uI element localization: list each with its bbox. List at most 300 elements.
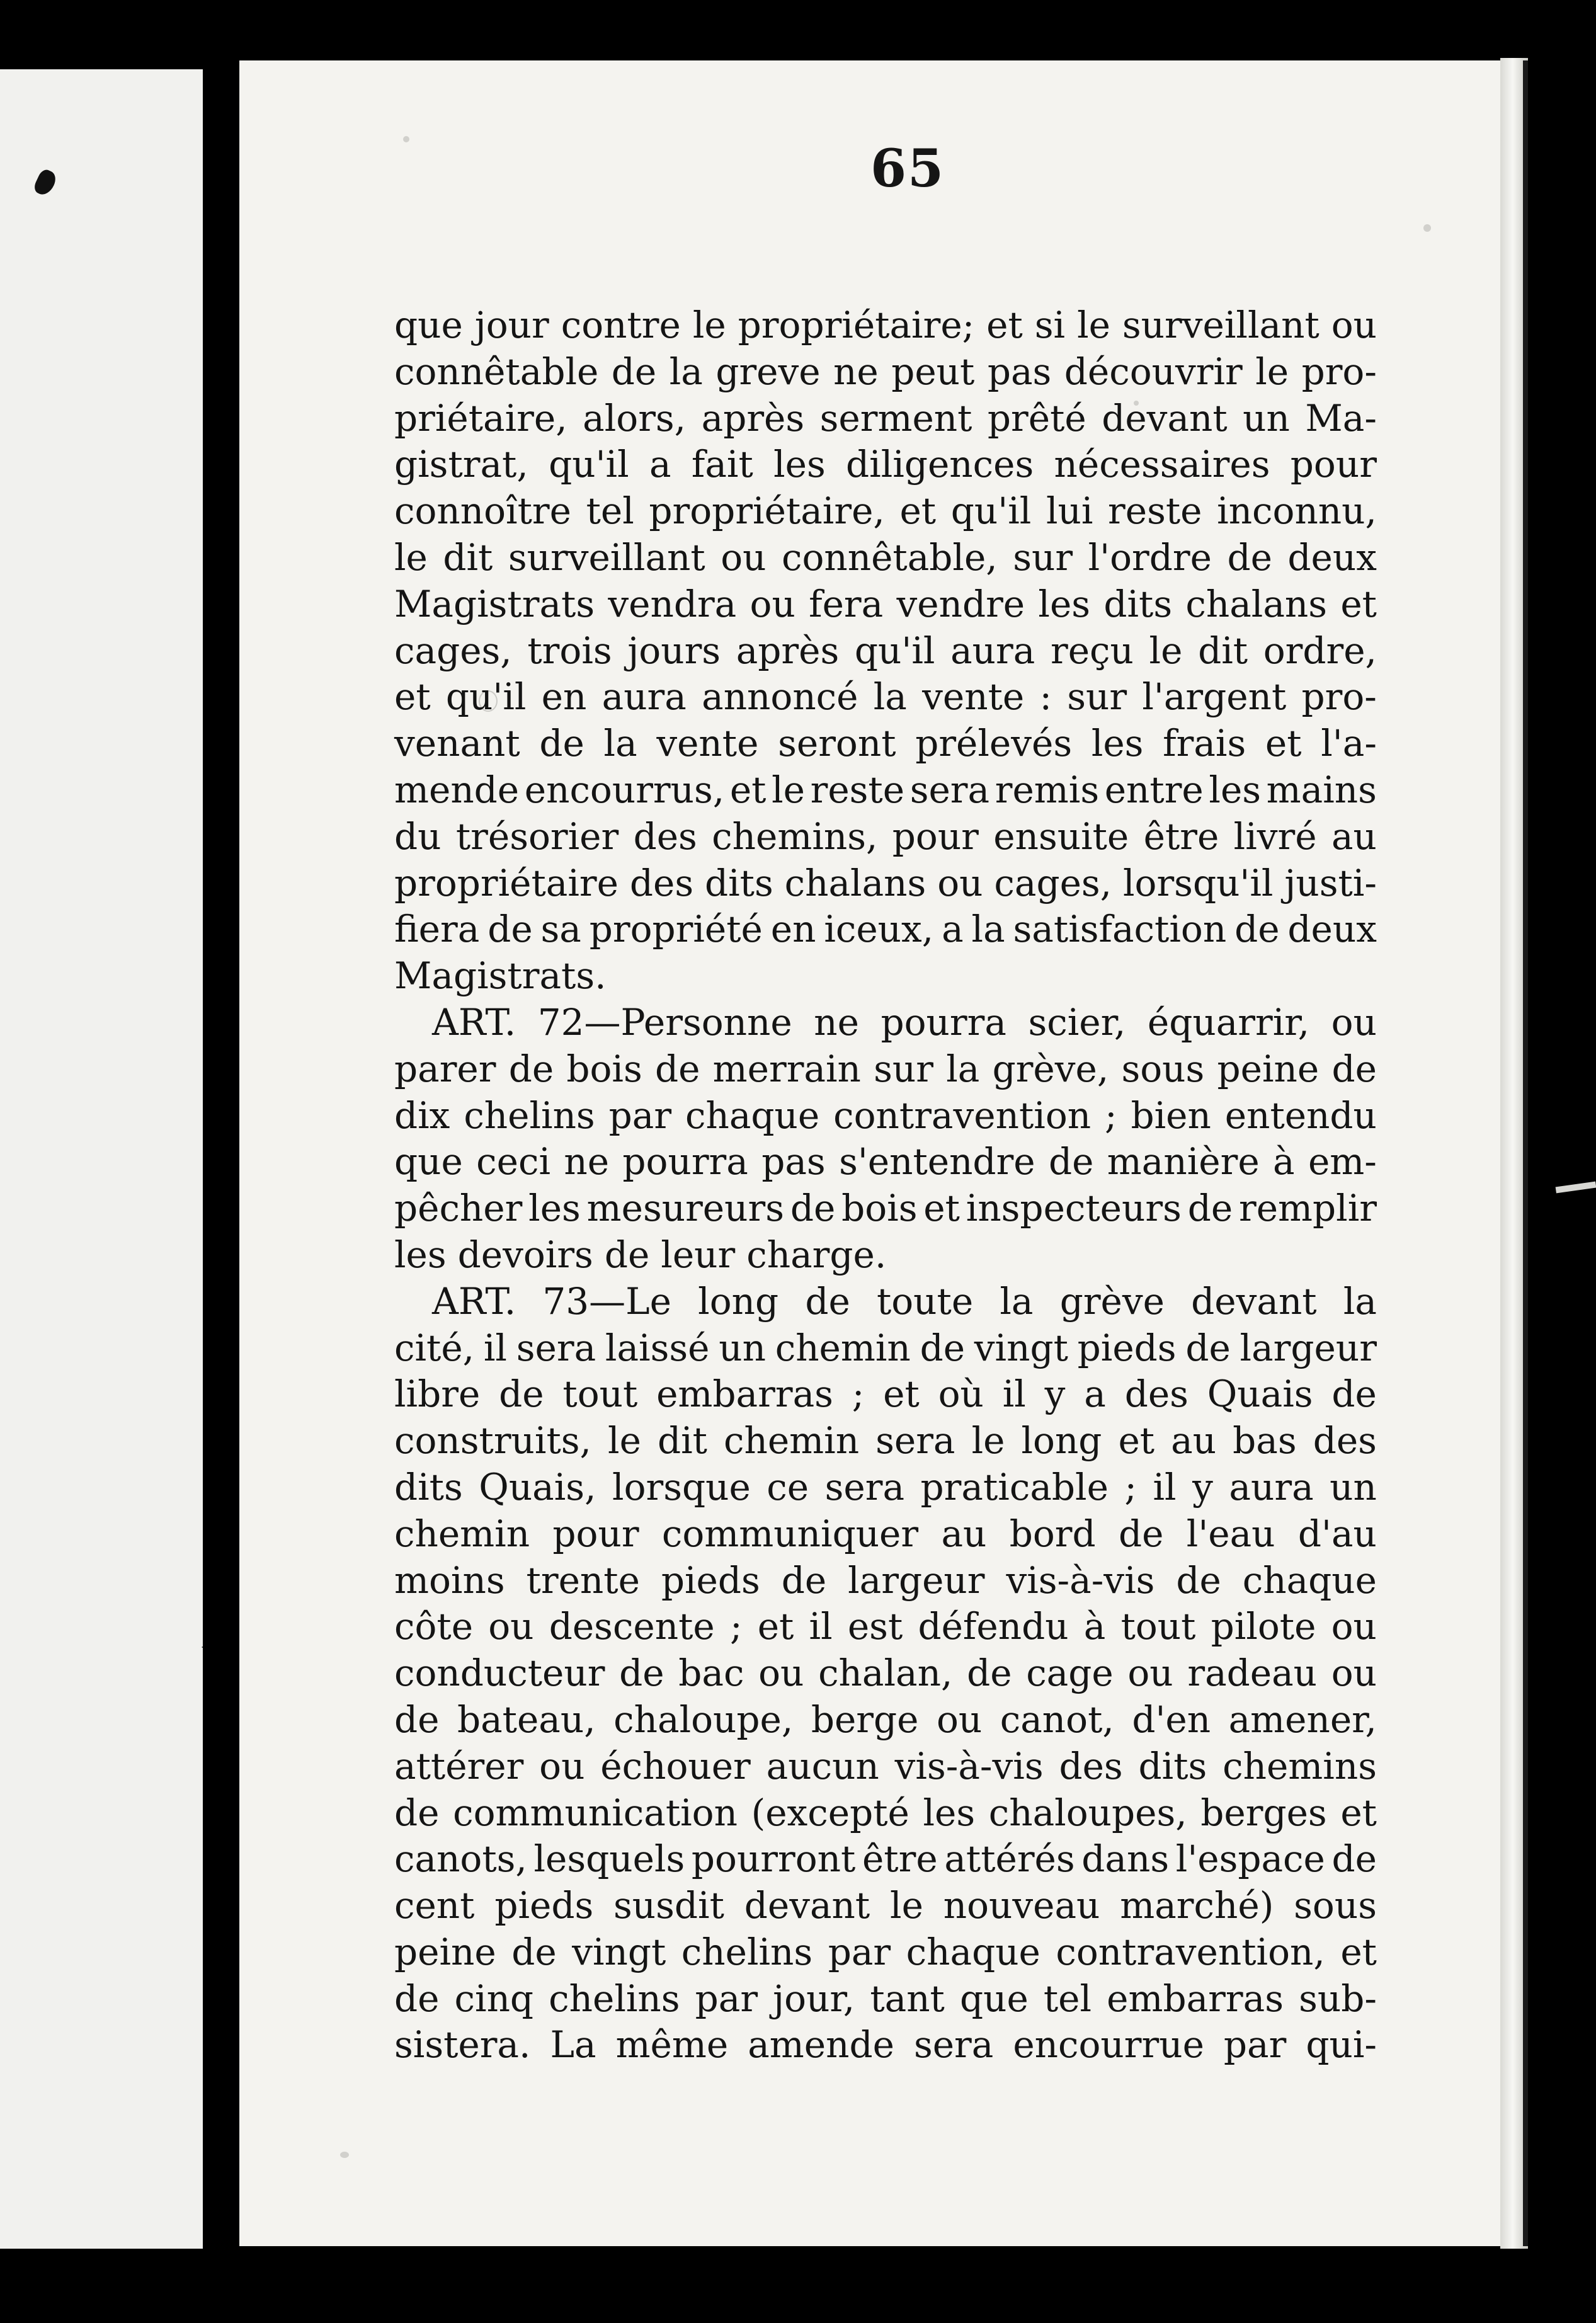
- word: trésorier: [455, 814, 619, 858]
- word: les: [923, 1791, 976, 1834]
- word: la: [603, 722, 637, 765]
- word: l'argent: [1142, 675, 1287, 719]
- word: être: [862, 1837, 938, 1881]
- word: chemin: [394, 1512, 530, 1555]
- word: propriétaire;: [738, 304, 975, 346]
- text-line: [394, 1232, 1377, 1279]
- word: et: [1265, 722, 1302, 765]
- word: libre: [394, 1373, 481, 1416]
- word: l'ordre: [1088, 535, 1212, 579]
- text-line: [394, 1604, 1377, 1650]
- word: pieds: [494, 1884, 594, 1927]
- word: attérés: [944, 1837, 1075, 1881]
- word: Magistrats.: [394, 954, 607, 998]
- word: le: [1149, 629, 1183, 672]
- word: de: [967, 1652, 1012, 1695]
- text-line: [394, 1511, 1377, 1558]
- word: chemins: [1223, 1744, 1377, 1788]
- word: long: [698, 1279, 779, 1323]
- word: et: [923, 1187, 960, 1230]
- word: et: [1340, 582, 1377, 625]
- text-line: [394, 953, 1377, 1000]
- word: que: [394, 1140, 463, 1184]
- word: peut: [891, 350, 975, 393]
- text-line: [394, 581, 1377, 628]
- page-number: 65: [870, 139, 945, 199]
- word: radeau: [1187, 1652, 1318, 1695]
- word: de: [1118, 1512, 1164, 1555]
- text-line: [394, 1000, 1377, 1046]
- word: le: [971, 1419, 1005, 1463]
- word: laissé: [605, 1326, 710, 1369]
- word: ou: [1331, 304, 1377, 346]
- word: gistrat,: [394, 443, 528, 486]
- word: lorsqu'il: [1122, 861, 1274, 905]
- word: et: [1340, 1930, 1377, 1973]
- word: Quais: [1207, 1373, 1313, 1416]
- word: chelins: [464, 1093, 595, 1137]
- word: le: [692, 304, 726, 346]
- word: au: [1331, 814, 1377, 858]
- text-line: [394, 1883, 1377, 1929]
- word: bac: [678, 1652, 744, 1695]
- word: d'au: [1297, 1512, 1377, 1555]
- word: de: [1187, 1187, 1233, 1230]
- word: ou: [937, 861, 983, 905]
- word: y: [1192, 1465, 1213, 1509]
- word: par: [608, 1093, 672, 1137]
- word: berge: [811, 1698, 919, 1741]
- word: ;: [1105, 1093, 1117, 1137]
- word: ou: [1331, 1000, 1377, 1044]
- word: il: [809, 1605, 833, 1648]
- word: cages,: [994, 861, 1112, 905]
- word: contre: [561, 304, 681, 346]
- word: Magistrats: [394, 582, 595, 625]
- word: la: [873, 675, 907, 719]
- word: même: [615, 2023, 729, 2067]
- word: être: [1143, 814, 1219, 858]
- word: dix: [394, 1093, 450, 1137]
- word: seront: [778, 722, 896, 765]
- word: qu'il: [445, 675, 527, 719]
- word: entre: [1104, 768, 1204, 811]
- word: de: [1176, 1558, 1221, 1602]
- word: communication: [453, 1791, 738, 1834]
- word: reste: [1108, 489, 1202, 533]
- word: nécessaires: [1054, 443, 1270, 486]
- text-line: [394, 442, 1377, 488]
- word: moins: [394, 1558, 505, 1602]
- word: que: [959, 1977, 1029, 2020]
- word: pourra: [881, 1000, 1006, 1044]
- word: propriétaire: [394, 861, 618, 905]
- word: bois: [566, 1047, 642, 1090]
- word: dits: [394, 1465, 463, 1509]
- word: scier,: [1028, 1000, 1126, 1044]
- word: dit: [657, 1419, 707, 1463]
- word: remplir: [1238, 1187, 1377, 1230]
- word: pourra: [622, 1140, 748, 1184]
- word: pour: [892, 814, 979, 858]
- word: d'en: [1132, 1698, 1211, 1741]
- word: dits: [1138, 1744, 1207, 1788]
- word: ART.: [432, 1000, 516, 1044]
- word: ne: [833, 350, 879, 393]
- word: em-: [1308, 1140, 1377, 1184]
- word: la: [1000, 1279, 1034, 1323]
- word: fera: [809, 582, 884, 625]
- word: les: [773, 443, 826, 486]
- text-line: [394, 1744, 1377, 1790]
- word: ensuite: [993, 814, 1129, 858]
- word: le: [394, 535, 428, 579]
- word: chaque: [685, 1093, 820, 1137]
- word: prélevés: [915, 722, 1073, 765]
- word: les: [1038, 582, 1091, 625]
- word: de: [1234, 908, 1280, 951]
- word: ou: [936, 1698, 983, 1741]
- word: de: [499, 1373, 544, 1416]
- word: a: [649, 443, 671, 486]
- word: pour: [1290, 443, 1377, 486]
- word: tel: [1043, 1977, 1092, 2020]
- word: de: [539, 722, 584, 765]
- word: livré: [1233, 814, 1317, 858]
- text-line: [394, 674, 1377, 721]
- word: le: [890, 1884, 923, 1927]
- word: bien: [1131, 1093, 1211, 1137]
- word: aucun: [766, 1744, 879, 1788]
- word: susdit: [613, 1884, 724, 1927]
- word: berges: [1200, 1791, 1327, 1834]
- word: le: [1255, 350, 1289, 393]
- word: inconnu,: [1217, 489, 1377, 533]
- word: charge.: [746, 1233, 887, 1276]
- word: lorsque: [612, 1465, 751, 1509]
- word: cinq: [454, 1977, 534, 2020]
- text-line: [394, 1046, 1377, 1093]
- word: ou: [1331, 1605, 1377, 1648]
- word: grève: [1059, 1279, 1165, 1323]
- word: deux: [1287, 535, 1377, 579]
- word: Ma-: [1305, 396, 1377, 440]
- word: greve: [715, 350, 821, 393]
- text-line: [394, 349, 1377, 396]
- word: de: [394, 1791, 440, 1834]
- word: sous: [1121, 1047, 1205, 1090]
- word: aura: [950, 629, 1035, 672]
- word: est: [847, 1605, 903, 1648]
- word: lesquels: [533, 1837, 685, 1881]
- word: 73—Le: [542, 1279, 671, 1323]
- word: au: [941, 1512, 987, 1555]
- word: inspecteurs: [966, 1187, 1182, 1230]
- word: trente: [526, 1558, 640, 1602]
- text-line: [394, 814, 1377, 860]
- word: entendu: [1224, 1093, 1377, 1137]
- word: largeur: [848, 1558, 985, 1602]
- word: l'eau: [1186, 1512, 1275, 1555]
- word: toute: [876, 1279, 974, 1323]
- word: grève,: [992, 1047, 1109, 1090]
- word: jours: [627, 629, 721, 672]
- word: du: [394, 814, 442, 858]
- word: ;: [852, 1373, 865, 1416]
- text-line: [394, 1139, 1377, 1185]
- word: dans: [1081, 1837, 1170, 1881]
- word: de: [619, 1652, 664, 1695]
- word: de: [1227, 535, 1272, 579]
- word: ;: [1124, 1465, 1137, 1509]
- word: après: [736, 629, 840, 672]
- word: il: [1002, 1373, 1026, 1416]
- word: sistera.: [394, 2023, 531, 2067]
- word: de: [1331, 1373, 1377, 1416]
- word: pilote: [1211, 1605, 1316, 1648]
- word: par: [1223, 2023, 1287, 2067]
- word: défendu: [918, 1605, 1069, 1648]
- word: chemin: [775, 1326, 911, 1369]
- word: contravention,: [1056, 1930, 1325, 1973]
- word: de: [604, 1233, 650, 1276]
- word: chemin: [723, 1419, 860, 1463]
- word: échouer: [600, 1744, 751, 1788]
- text-line: [394, 488, 1377, 535]
- word: connêtable: [394, 350, 599, 393]
- word: les: [394, 1233, 447, 1276]
- word: nouveau: [943, 1884, 1100, 1927]
- word: merrain: [712, 1047, 861, 1090]
- word: prêté: [987, 396, 1086, 440]
- word: ce: [767, 1465, 809, 1509]
- word: amende: [748, 2023, 894, 2067]
- word: cent: [394, 1884, 475, 1927]
- word: cage: [1026, 1652, 1114, 1695]
- word: un: [1243, 396, 1290, 440]
- word: leur: [661, 1233, 736, 1276]
- word: et: [899, 489, 937, 533]
- word: devant: [1191, 1279, 1317, 1323]
- word: fiera: [394, 908, 480, 951]
- word: ou: [758, 1652, 804, 1695]
- word: de: [1331, 1837, 1377, 1881]
- word: devant: [1102, 396, 1228, 440]
- text-line: [394, 1371, 1377, 1418]
- word: qu'il: [549, 443, 629, 486]
- word: sur: [874, 1047, 933, 1090]
- page-edge-line: [1523, 60, 1528, 2246]
- text-line: [394, 1790, 1377, 1837]
- text-line: [394, 1650, 1377, 1697]
- ink-blot: [32, 168, 59, 198]
- word: peine: [394, 1930, 496, 1973]
- word: devoirs: [457, 1233, 593, 1276]
- word: un: [1330, 1465, 1377, 1509]
- word: chalans: [1185, 582, 1328, 625]
- word: largeur: [1240, 1326, 1377, 1369]
- word: chelins: [681, 1930, 813, 1973]
- word: conducteur: [394, 1652, 605, 1695]
- word: tout: [1120, 1605, 1196, 1648]
- word: ou: [750, 582, 795, 625]
- word: aura: [601, 675, 687, 719]
- word: bateau,: [457, 1698, 596, 1741]
- word: vendre: [896, 582, 1025, 625]
- word: pro-: [1301, 350, 1377, 393]
- word: deux: [1287, 908, 1377, 951]
- word: et: [1118, 1419, 1155, 1463]
- word: par: [695, 1977, 758, 2020]
- word: trois: [527, 629, 612, 672]
- word: ordre,: [1263, 629, 1377, 672]
- word: dits: [705, 861, 773, 905]
- word: chalans: [784, 861, 926, 905]
- word: descente: [549, 1605, 715, 1648]
- word: attérer: [394, 1744, 524, 1788]
- word: au: [1171, 1419, 1217, 1463]
- word: dit: [1198, 629, 1248, 672]
- word: reçu: [1051, 629, 1134, 672]
- text-line: [394, 1558, 1377, 1604]
- text-line: [394, 1697, 1377, 1744]
- word: l'espace: [1175, 1837, 1325, 1881]
- word: chelins: [549, 1977, 680, 2020]
- word: chaloupes,: [988, 1791, 1187, 1834]
- word: surveillant: [1122, 304, 1320, 346]
- word: où: [938, 1373, 984, 1416]
- text-line: [394, 1325, 1377, 1372]
- word: alors,: [583, 396, 687, 440]
- word: dits: [1103, 582, 1173, 625]
- word: iceux,: [824, 908, 934, 951]
- word: sera: [516, 1326, 596, 1369]
- word: des: [1124, 1373, 1188, 1416]
- word: pêcher: [394, 1187, 523, 1230]
- word: les: [1091, 722, 1144, 765]
- word: sera: [875, 1419, 955, 1463]
- word: La: [550, 2023, 596, 2067]
- word: praticable: [920, 1465, 1109, 1509]
- word: peine: [1217, 1047, 1320, 1090]
- word: de: [920, 1326, 966, 1369]
- word: un: [719, 1326, 766, 1369]
- word: ne: [564, 1140, 610, 1184]
- text-line: [394, 721, 1377, 767]
- word: aura: [1229, 1465, 1314, 1509]
- word: (excepté: [751, 1791, 909, 1834]
- word: y: [1044, 1373, 1066, 1416]
- word: la: [946, 1047, 980, 1090]
- word: vente: [922, 675, 1025, 719]
- body-text: [394, 302, 1377, 2069]
- text-line: [394, 1836, 1377, 1883]
- word: annoncé: [702, 675, 858, 719]
- word: pour: [552, 1512, 639, 1555]
- word: cages,: [394, 629, 512, 672]
- word: pro-: [1301, 675, 1377, 719]
- word: sur: [1013, 535, 1073, 579]
- word: après: [701, 396, 805, 440]
- word: diligences: [846, 443, 1034, 486]
- word: de: [654, 1047, 700, 1090]
- text-line: [394, 1929, 1377, 1976]
- word: encourrus,: [524, 768, 725, 811]
- word: devant: [744, 1884, 870, 1927]
- word: jour: [474, 304, 549, 346]
- word: et: [394, 675, 431, 719]
- word: fait: [691, 443, 753, 486]
- word: qui-: [1306, 2023, 1377, 2067]
- word: encourrue: [1013, 2023, 1204, 2067]
- left-page-fragment: [0, 69, 203, 2249]
- word: bois: [841, 1187, 918, 1230]
- word: justi-: [1284, 861, 1377, 905]
- word: et: [986, 304, 1023, 346]
- word: sera: [824, 1465, 905, 1509]
- word: mesureurs: [586, 1187, 784, 1230]
- word: s'entendre: [839, 1140, 1035, 1184]
- word: tout: [562, 1373, 638, 1416]
- word: amener,: [1228, 1698, 1377, 1741]
- word: des: [1313, 1419, 1377, 1463]
- word: de: [611, 350, 657, 393]
- text-line: [394, 396, 1377, 442]
- word: serment: [819, 396, 972, 440]
- word: ou: [1127, 1652, 1173, 1695]
- word: de: [805, 1279, 850, 1323]
- word: chaque: [1242, 1558, 1377, 1602]
- word: satisfaction: [1013, 908, 1227, 951]
- word: et: [729, 768, 767, 811]
- word: vingt: [974, 1326, 1068, 1369]
- word: sub-: [1299, 1977, 1377, 2020]
- word: la: [1343, 1279, 1377, 1323]
- word: marché): [1120, 1884, 1274, 1927]
- word: tant: [870, 1977, 945, 2020]
- word: en: [770, 908, 816, 951]
- word: la: [971, 908, 1005, 951]
- word: vingt: [572, 1930, 666, 1973]
- word: il: [483, 1326, 507, 1369]
- text-line: [394, 1185, 1377, 1232]
- word: cité,: [394, 1326, 475, 1369]
- text-line: [394, 860, 1377, 907]
- word: sur: [1067, 675, 1127, 719]
- word: en: [541, 675, 587, 719]
- word: le: [608, 1419, 641, 1463]
- word: de: [394, 1698, 440, 1741]
- word: des: [629, 861, 694, 905]
- word: tel: [586, 489, 634, 533]
- page-gutter: [203, 0, 239, 2323]
- word: et: [757, 1605, 794, 1648]
- word: frais: [1163, 722, 1246, 765]
- word: embarras: [656, 1373, 833, 1416]
- word: que: [394, 304, 463, 346]
- word: remis: [995, 768, 1100, 811]
- word: connêtable,: [781, 535, 998, 579]
- text-line: [394, 2022, 1377, 2069]
- word: bas: [1233, 1419, 1297, 1463]
- word: la: [669, 350, 703, 393]
- word: ou: [1331, 1652, 1377, 1695]
- word: de: [508, 1047, 554, 1090]
- word: reste: [810, 768, 905, 811]
- word: qu'il: [950, 489, 1032, 533]
- word: ou: [721, 535, 767, 579]
- word: ou: [539, 1744, 585, 1788]
